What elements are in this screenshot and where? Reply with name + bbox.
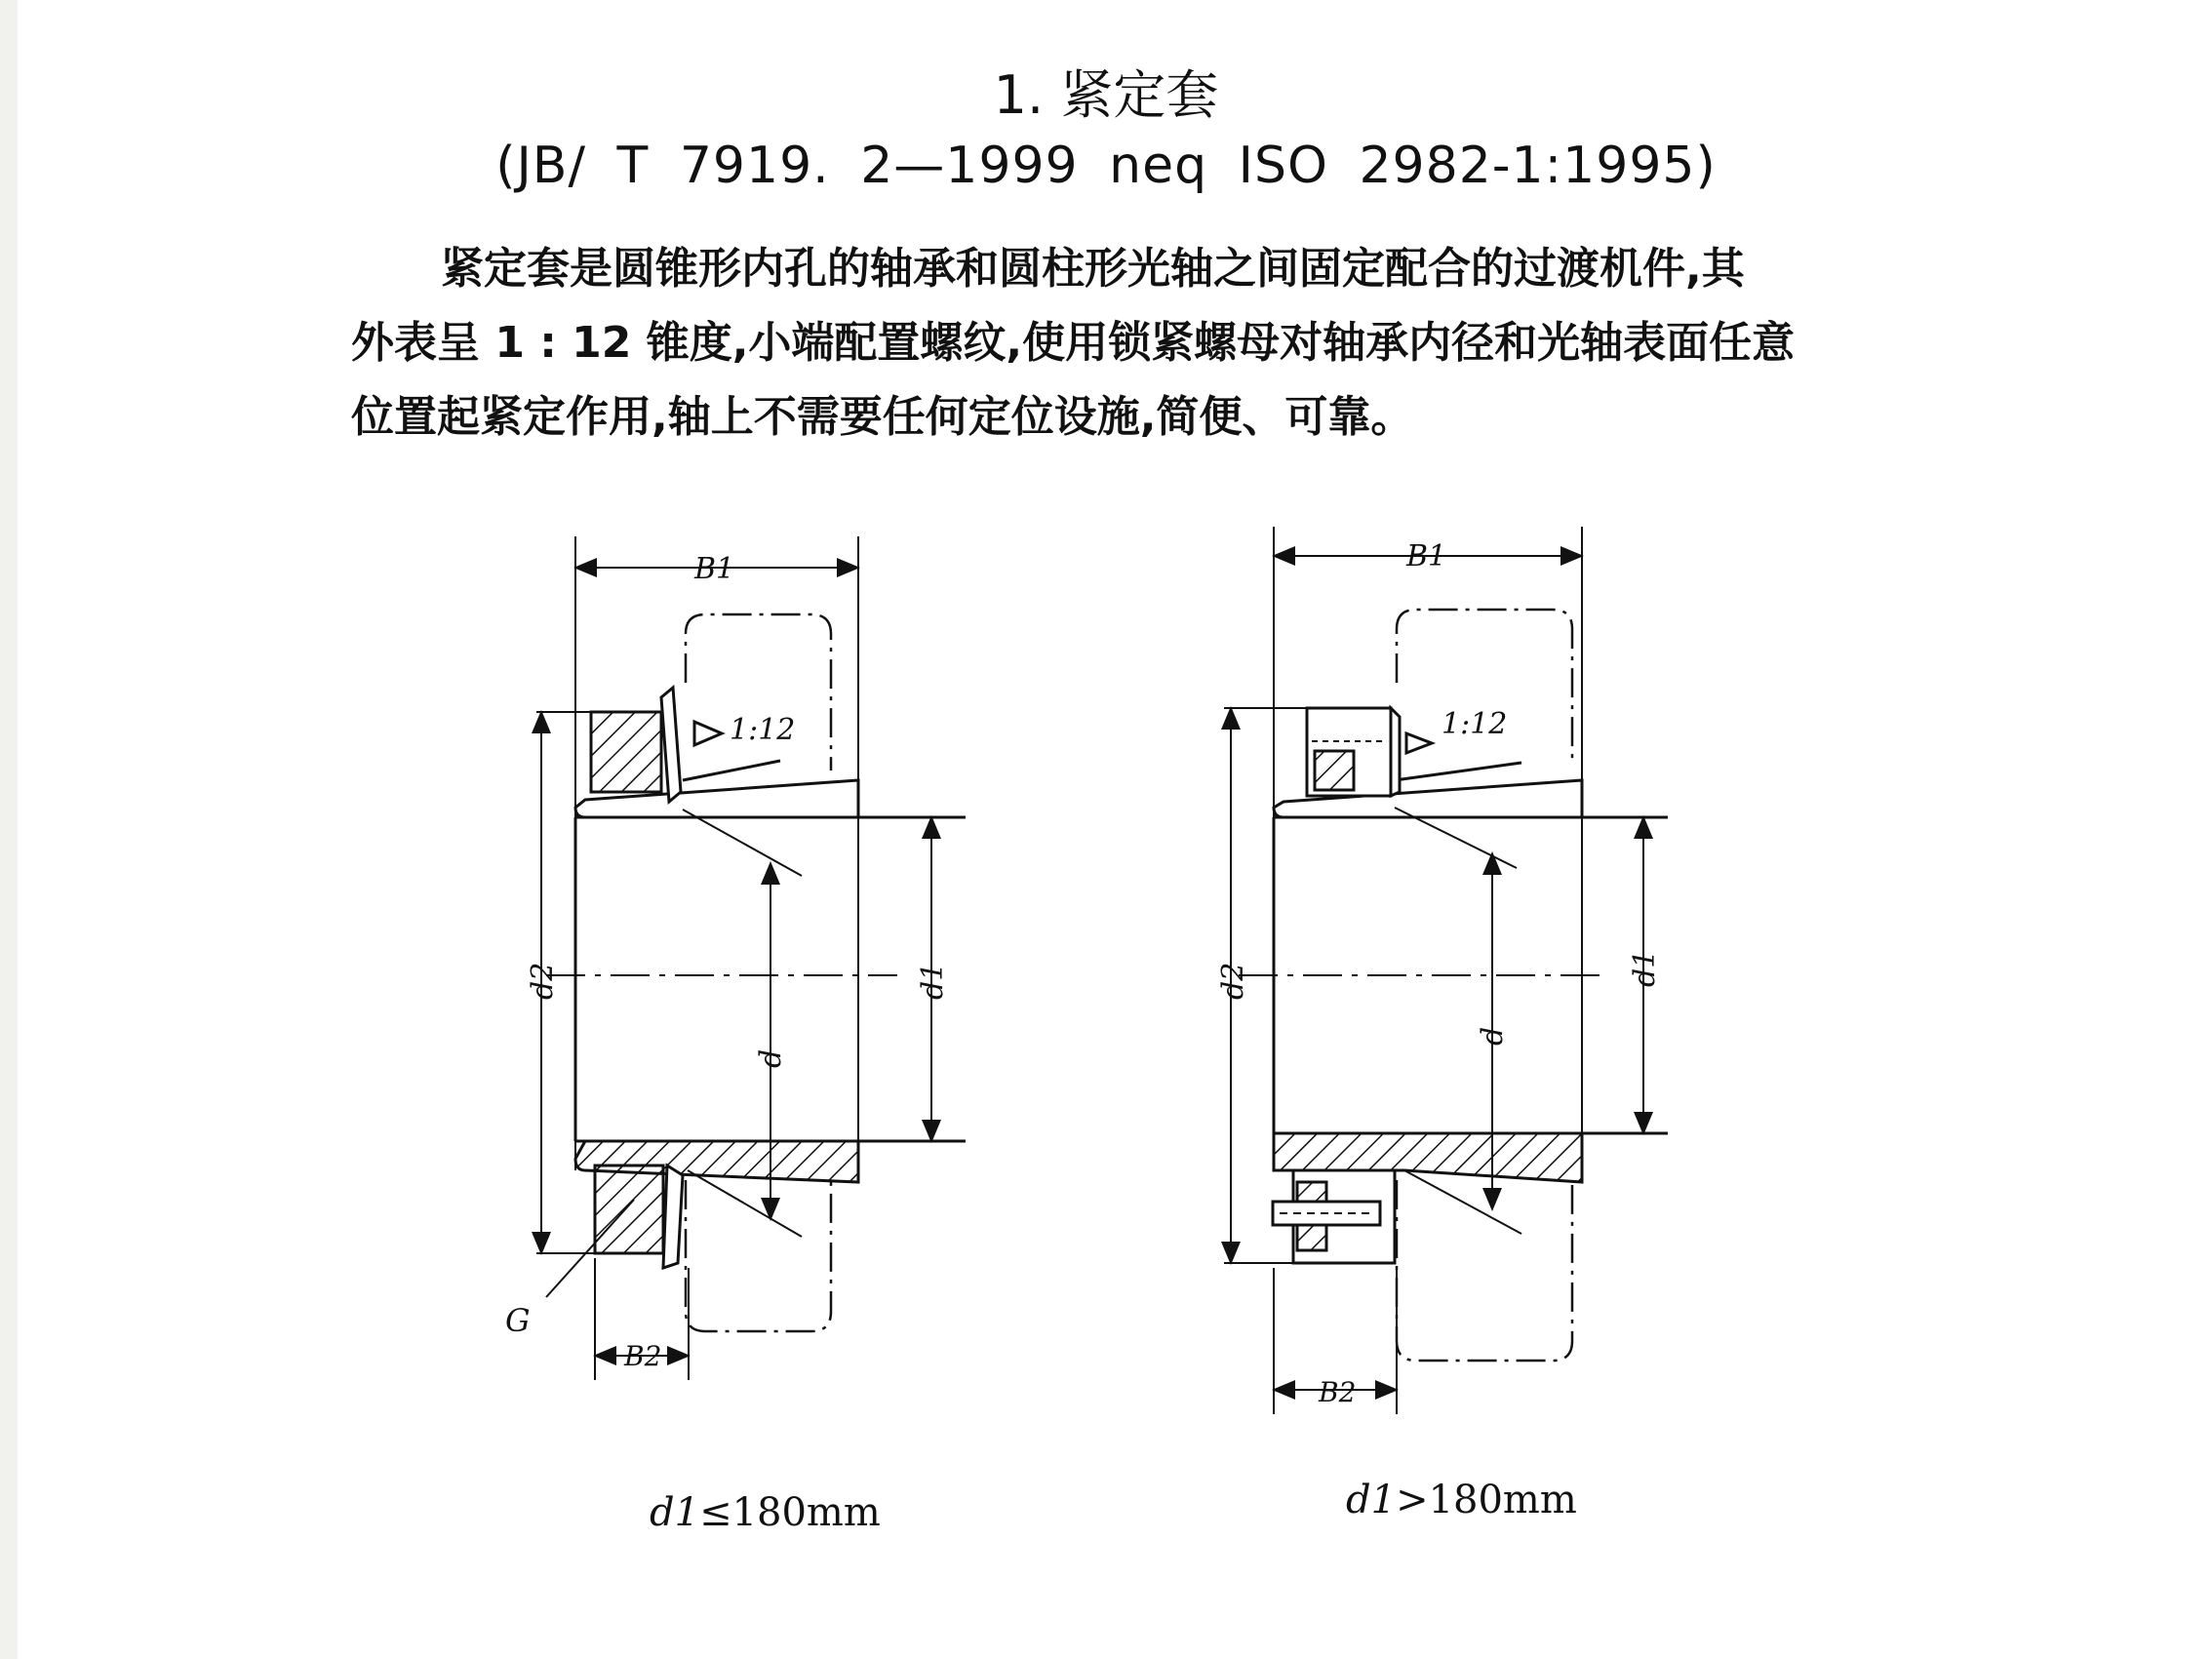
figure-left-labels [505, 552, 950, 1372]
label-d: d [1476, 1026, 1510, 1046]
label-b2: B2 [624, 1340, 662, 1372]
label-g: G [505, 1302, 531, 1339]
label-b2: B2 [1319, 1376, 1357, 1408]
description-line: 外表呈 1 : 12 锥度,小端配置螺纹,使用锁紧螺母对轴承内径和光轴表面任意 [351, 318, 1796, 368]
label-d: d [754, 1048, 788, 1068]
description-line: 位置起紧定作用,轴上不需要任何定位设施,简便、可靠。 [351, 392, 1414, 442]
figure-left-small-diameter [536, 536, 966, 1380]
caption-right [1346, 1478, 1577, 1522]
label-d2: d2 [526, 962, 560, 1000]
label-d1: d1 [916, 962, 950, 1000]
label-d2: d2 [1216, 962, 1250, 1000]
caption-variable: d1 [1346, 1478, 1397, 1522]
label-taper: 1:12 [730, 713, 796, 747]
label-d1: d1 [1628, 949, 1662, 987]
description-line: 紧定套是圆锥形内孔的轴承和圆柱形光轴之间固定配合的过渡机件,其 [441, 244, 1745, 294]
label-b1: B1 [694, 552, 735, 586]
label-b1: B1 [1406, 539, 1447, 573]
caption-condition: >180mm [1396, 1478, 1577, 1522]
caption-condition: ≤180mm [699, 1490, 881, 1535]
label-taper: 1:12 [1442, 707, 1508, 741]
figure-right-labels [1216, 539, 1662, 1408]
caption-variable: d1 [650, 1490, 700, 1535]
standard-reference: (JB/ T 7919. 2—1999 neq ISO 2982-1:1995) [495, 137, 1717, 195]
section-title: 1. 紧定套 [993, 64, 1219, 126]
figure-right-large-diameter [1224, 527, 1668, 1414]
caption-left [650, 1490, 881, 1535]
